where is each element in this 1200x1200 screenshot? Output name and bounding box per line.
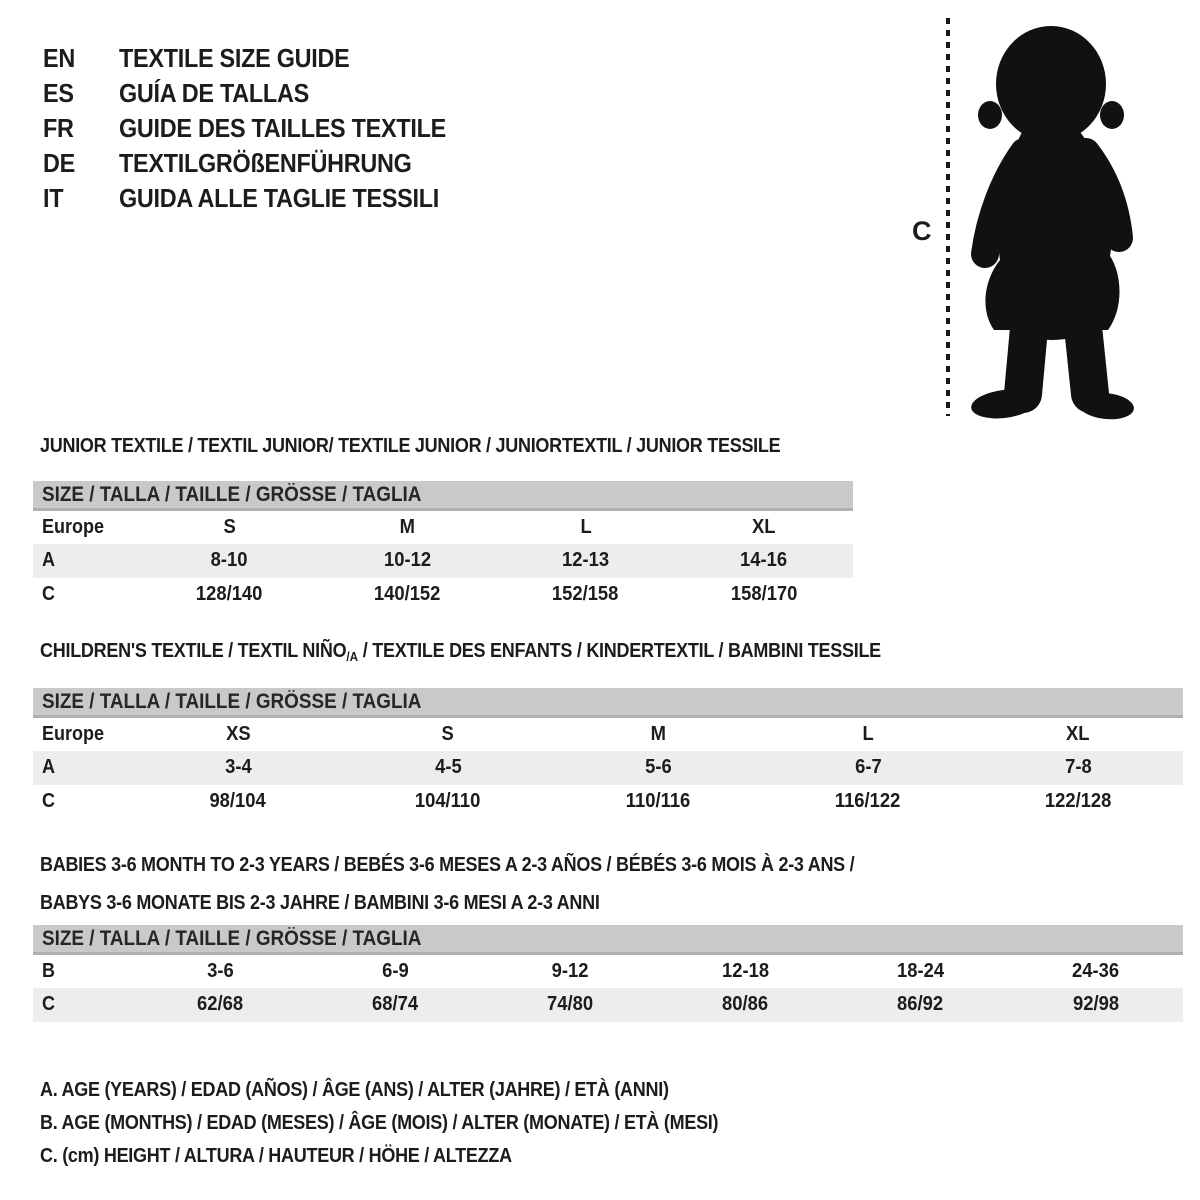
size-cell: S [441,722,455,745]
size-cell: XL [752,515,776,538]
language-code: ES [43,78,74,108]
size-cell: 12-18 [721,959,770,982]
guide-title: GUIDA ALLE TAGLIE TESSILI [119,183,439,213]
size-cell: 86/92 [897,993,944,1015]
guide-title: GUIDE DES TAILLES TEXTILE [119,113,446,143]
size-cell: L [862,722,874,745]
size-cell: 104/110 [415,790,481,812]
row-label: Europe [42,515,105,538]
size-cell: 116/122 [835,790,901,812]
size-cell: XS [225,722,251,745]
size-cell: 122/128 [1044,790,1112,812]
height-c-label: C [912,216,932,246]
size-cell: 62/68 [197,993,244,1015]
guide-title: GUÍA DE TALLAS [119,78,309,108]
size-cell: 3-4 [224,756,252,778]
table-row [33,544,853,578]
size-cell: 7-8 [1064,756,1092,778]
language-row [43,181,482,216]
guide-title: TEXTILE SIZE GUIDE [119,43,350,73]
row-label: C [42,790,56,812]
size-cell: 6-9 [382,959,409,982]
size-cell: 4-5 [434,756,462,778]
size-cell: 6-7 [854,756,882,778]
language-code: EN [43,43,75,73]
size-cell: 128/140 [195,583,263,605]
language-code: FR [43,113,74,143]
size-cell: 8-10 [210,549,248,571]
size-header-bar [33,925,1183,954]
row-label: A [42,549,56,571]
children-section-title: CHILDREN'S TEXTILE / TEXTIL $NIÑO_{/A}$ / TEXTILE DES ENFANTS / KINDERTEXTIL / BAMBINI TESSILE [40,640,881,664]
size-cell: 92/98 [1072,993,1119,1015]
size-cell: M [399,515,416,538]
size-header-bar [33,688,1183,717]
size-cell: 12-13 [562,549,610,571]
table-row [33,578,853,612]
language-code: IT [43,183,64,213]
row-label: B [42,959,56,982]
language-row [43,41,482,76]
table-row [33,954,1183,988]
table-row [33,785,1183,819]
junior-section-title: JUNIOR TEXTILE / TEXTIL JUNIOR/ TEXTILE JUNIOR / JUNIORTEXTIL / JUNIOR TESSILE [40,435,781,457]
size-cell: 5-6 [644,756,672,778]
legend-line-a: A. AGE (YEARS) / EDAD (AÑOS) / ÂGE (ANS) / ALTER (JAHRE) / ETÀ (ANNI) [40,1079,669,1101]
table-row [33,988,1183,1022]
language-header [43,41,482,216]
babies-title-line1: BABIES 3-6 MONTH TO 2-3 YEARS / BEBÉS 3-6 MESES A 2-3 AÑOS / BÉBÉS 3-6 MOIS À 2-3 ANS / [40,854,855,876]
legend-line-b: B. AGE (MONTHS) / EDAD (MESES) / ÂGE (MOIS) / ALTER (MONATE) / ETÀ (MESI) [40,1112,719,1134]
babies-title-line2: BABYS 3-6 MONATE BIS 2-3 JAHRE / BAMBINI 3-6 MESI A 2-3 ANNI [40,892,600,914]
size-cell: 110/116 [625,790,691,812]
size-cell: 18-24 [896,959,945,982]
size-cell: 14-16 [740,549,788,571]
size-cell: 80/86 [722,993,769,1015]
table-row [33,717,1183,751]
size-header-label: SIZE / TALLA / TAILLE / GRÖSSE / TAGLIA [42,689,422,713]
size-header-label: SIZE / TALLA / TAILLE / GRÖSSE / TAGLIA [42,482,422,506]
language-code: DE [43,148,75,178]
size-header-label: SIZE / TALLA / TAILLE / GRÖSSE / TAGLIA [42,926,422,950]
size-cell: 68/74 [372,993,419,1015]
row-label: C [42,583,56,605]
children-size-table [33,688,1183,819]
language-row [43,76,482,111]
table-row [33,510,853,544]
row-label: Europe [42,722,105,745]
size-cell: XL [1066,722,1090,745]
table-row [33,751,1183,785]
size-cell: 152/158 [552,583,619,605]
size-cell: 158/170 [730,583,798,605]
babies-section-title [40,846,945,922]
size-header-bar [33,481,853,510]
language-row [43,146,482,181]
toddler-silhouette-icon [938,12,1168,422]
row-label: A [42,756,56,778]
size-cell: 74/80 [547,993,594,1015]
guide-title: TEXTILGRÖßENFÜHRUNG [119,148,412,178]
size-cell: S [223,515,236,538]
nino-a-subscript: /A [346,649,359,664]
size-cell: 10-12 [383,549,431,571]
babies-size-table [33,925,1183,1022]
size-cell: 3-6 [207,959,234,982]
size-cell: 140/152 [374,583,441,605]
size-cell: 9-12 [552,959,589,982]
size-cell: 24-36 [1071,959,1120,982]
junior-size-table [33,481,853,612]
legend-line-c: C. (cm) HEIGHT / ALTURA / HAUTEUR / HÖHE / ALTEZZA [40,1145,512,1167]
size-cell: 98/104 [209,790,267,812]
size-cell: L [580,515,592,538]
language-row [43,111,482,146]
row-label: C [42,993,56,1015]
measurement-legend [40,1074,794,1173]
size-cell: M [650,722,666,745]
